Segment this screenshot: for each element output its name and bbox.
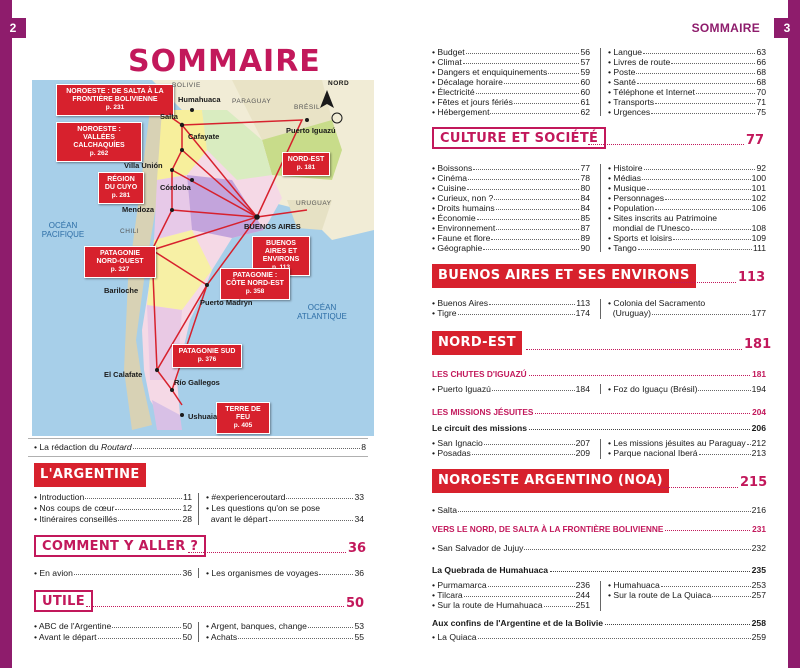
city-puerto-madryn: Puerto Madryn (200, 298, 253, 307)
section-buenos-leader (670, 282, 736, 283)
city-buenos-aires: BUENOS AIRES (244, 222, 301, 231)
toc-avion[interactable]: • En avion 36 (34, 568, 192, 578)
toc-salta[interactable]: • Salta 216 (432, 505, 766, 515)
toc-intro[interactable]: • Introduction 11 (34, 492, 192, 502)
page-number-left: 2 (0, 18, 26, 38)
rule-redaction (28, 438, 368, 439)
section-noa-page: 215 (740, 475, 768, 490)
map-label-cuyo: RÉGION DU CUYO p. 281 (98, 172, 144, 204)
toc-boissons[interactable]: • Boissons 77 (432, 163, 590, 173)
toc-ibera[interactable]: • Parque nacional Iberá 213 (608, 448, 766, 458)
toc-decalage[interactable]: • Décalage horaire 60 (432, 77, 590, 87)
map-label-noroeste-bolivie: NOROESTE : DE SALTA À LA FRONTIÈRE BOLIVIENNE p. 231 (56, 84, 174, 116)
section-culture-leader (588, 144, 744, 145)
toc-langue[interactable]: • Langue 63 (608, 47, 766, 57)
section-culture-page: 77 (746, 133, 765, 148)
toc-puerto-iguazu[interactable]: • Puerto Iguazú 184 (432, 384, 590, 394)
col-separator (600, 164, 601, 252)
toc-la-quiaca[interactable]: • La Quiaca 259 (432, 632, 766, 642)
page-number-right: 3 (774, 18, 800, 38)
map-label-cote-nord-est: PATAGONIE : CÔTE NORD-EST p. 358 (220, 268, 290, 300)
col-separator (600, 48, 601, 116)
toc-sante[interactable]: • Santé 68 (608, 77, 766, 87)
toc-electricite[interactable]: • Électricité 60 (432, 87, 590, 97)
toc-dangers[interactable]: • Dangers et enquiquinements 59 (432, 67, 590, 77)
toc-abc[interactable]: • ABC de l'Argentine 50 (34, 621, 192, 631)
section-noa[interactable]: NOROESTE ARGENTINO (NOA) (432, 469, 669, 493)
toc-livres[interactable]: • Livres de route 66 (608, 57, 766, 67)
city-el-calafate: El Calafate (104, 370, 143, 379)
country-bresil: BRÉSIL (294, 104, 321, 111)
toc-route-quiaca[interactable]: • Sur la route de La Quiaca 257 (608, 590, 766, 600)
country-paraguay: PARAGUAY (232, 98, 272, 105)
section-noa-leader (650, 487, 738, 488)
toc-urgences[interactable]: • Urgences 75 (608, 107, 766, 117)
ocean-atlantique: OCÉAN ATLANTIQUE (297, 303, 347, 321)
rule-after-redaction (28, 456, 368, 457)
toc-droits[interactable]: • Droits humains 84 (432, 203, 590, 213)
subsection-circuit[interactable]: Le circuit des missions 206 (432, 423, 766, 433)
toc-economie[interactable]: • Économie 85 (432, 213, 590, 223)
country-bolivie: BOLIVIE (172, 82, 201, 89)
toc-environnement[interactable]: • Environnement 87 (432, 223, 590, 233)
section-buenos-page: 113 (738, 270, 766, 285)
city-cafayate: Cafayate (188, 132, 220, 141)
toc-achats[interactable]: • Achats 55 (206, 632, 364, 642)
toc-avant-depart[interactable]: • Avant le départ 50 (34, 632, 192, 642)
section-comment[interactable]: COMMENT Y ALLER ? (34, 535, 206, 557)
col-separator (198, 493, 199, 525)
city-salta: Salta (160, 112, 178, 121)
toc-experience[interactable]: • #experienceroutard 33 (206, 492, 364, 502)
argentina-map (32, 80, 374, 436)
toc-curieux[interactable]: • Curieux, non ? 84 (432, 193, 590, 203)
toc-medias[interactable]: • Médias 100 (608, 173, 766, 183)
city-rio-gallegos: Río Gallegos (174, 378, 220, 387)
toc-tilcara[interactable]: • Tilcara 244 (432, 590, 590, 600)
city-cordoba: Córdoba (160, 183, 191, 192)
toc-avant-depart-q[interactable]: avant le départ 34 (210, 514, 364, 524)
toc-sites[interactable]: • Sites inscrits au Patrimoine (608, 213, 718, 223)
toc-redaction[interactable]: • La rédaction du Routard 8 (34, 442, 366, 452)
map-label-patagonie-sud: PATAGONIE SUD p. 376 (172, 344, 242, 368)
country-uruguay: URUGUAY (296, 200, 332, 207)
section-nordest-leader (526, 349, 742, 350)
map-label-terre-de-feu: TERRE DE FEU p. 405 (216, 402, 270, 434)
toc-purmamarca[interactable]: • Purmamarca 236 (432, 580, 590, 590)
toc-faune[interactable]: • Faune et flore 89 (432, 233, 590, 243)
toc-itineraires[interactable]: • Itinéraires conseillés 28 (34, 514, 192, 524)
toc-cinema[interactable]: • Cinéma 78 (432, 173, 590, 183)
toc-sports[interactable]: • Sports et loisirs 109 (608, 233, 766, 243)
toc-posadas[interactable]: • Posadas 209 (432, 448, 590, 458)
toc-tigre[interactable]: • Tigre 174 (432, 308, 590, 318)
col-separator (600, 384, 601, 394)
toc-tango[interactable]: • Tango 111 (608, 243, 766, 253)
section-utile-leader (86, 606, 344, 607)
map-label-patagonie-no: PATAGONIE NORD-OUEST p. 327 (84, 246, 156, 278)
toc-organismes[interactable]: • Les organismes de voyages 36 (206, 568, 364, 578)
left-page-edge (0, 0, 12, 668)
section-utile[interactable]: UTILE (34, 590, 93, 612)
toc-san-ignacio[interactable]: • San Ignacio 207 (432, 438, 590, 448)
toc-fetes[interactable]: • Fêtes et jours fériés 61 (432, 97, 590, 107)
subsection-confins[interactable]: Aux confins de l'Argentine et de la Bolivie 258 (432, 618, 766, 628)
toc-buenos-aires[interactable]: • Buenos Aires 113 (432, 298, 590, 308)
toc-argent[interactable]: • Argent, banques, change 53 (206, 621, 364, 631)
toc-questions[interactable]: • Les questions qu'on se pose (206, 503, 321, 513)
section-argentine[interactable]: L'ARGENTINE (34, 463, 146, 487)
city-ushuaia: Ushuaia (188, 412, 218, 421)
toc-cuisine[interactable]: • Cuisine 80 (432, 183, 590, 193)
toc-musique[interactable]: • Musique 101 (608, 183, 766, 193)
toc-population[interactable]: • Population 106 (608, 203, 766, 213)
toc-telephone[interactable]: • Téléphone et Internet 70 (608, 87, 766, 97)
ocean-pacifique: OCÉAN PACIFIQUE (41, 221, 85, 239)
toc-san-salvador[interactable]: • San Salvador de Jujuy 232 (432, 543, 766, 553)
toc-hebergement[interactable]: • Hébergement 62 (432, 107, 590, 117)
section-buenos-aires[interactable]: BUENOS AIRES ET SES ENVIRONS (432, 264, 696, 288)
toc-colonia[interactable]: • Colonia del Sacramento (608, 298, 706, 308)
col-separator (600, 299, 601, 319)
section-comment-leader (188, 552, 346, 553)
section-nord-est[interactable]: NORD-EST (432, 331, 522, 355)
country-chili: CHILI (120, 228, 140, 235)
subsection-vers-le-nord[interactable]: VERS LE NORD, DE SALTA À LA FRONTIÈRE BOLIVIENNE 231 (432, 524, 766, 534)
map-label-buenos-aires: BUENOS AIRES ET ENVIRONS (252, 236, 310, 276)
section-nordest-page: 181 (744, 337, 772, 352)
north-label: NORD (328, 80, 350, 87)
toc-unesco[interactable]: mondial de l'Unesco 108 (612, 223, 766, 233)
toc-uruguay[interactable]: (Uruguay) 177 (612, 308, 766, 318)
col-separator (198, 568, 199, 578)
toc-personnages[interactable]: • Personnages 102 (608, 193, 766, 203)
map-label-valles: NOROESTE : VALLÉES CALCHAQUÍES p. 262 (56, 122, 142, 162)
right-page-edge (788, 0, 800, 668)
toc-poste[interactable]: • Poste 68 (608, 67, 766, 77)
toc-missions-paraguay[interactable]: • Les missions jésuites au Paraguay 212 (608, 438, 766, 448)
toc-budget[interactable]: • Budget 56 (432, 47, 590, 57)
section-culture[interactable]: CULTURE ET SOCIÉTÉ (432, 127, 606, 149)
toc-climat[interactable]: • Climat 57 (432, 57, 590, 67)
subsection-missions[interactable]: LES MISSIONS JÉSUITES 204 (432, 407, 766, 417)
col-separator (600, 439, 601, 459)
left-page (28, 0, 378, 668)
toc-geographie[interactable]: • Géographie 90 (432, 243, 590, 253)
city-villa-union: Villa Unión (124, 161, 163, 170)
subsection-quebrada[interactable]: La Quebrada de Humahuaca 235 (432, 565, 766, 575)
city-puerto-iguazu: Puerto Iguazú (286, 126, 336, 135)
section-comment-page: 36 (348, 541, 367, 556)
col-separator (198, 622, 199, 642)
toc-humahuaca[interactable]: • Humahuaca 253 (608, 580, 766, 590)
patagonia-s-region (147, 305, 182, 380)
col-separator (600, 581, 601, 611)
city-mendoza: Mendoza (122, 205, 155, 214)
right-page (432, 0, 772, 668)
city-bariloche: Bariloche (104, 286, 139, 295)
toc-coups[interactable]: • Nos coups de cœur 12 (34, 503, 192, 513)
city-humahuaca: Humahuaca (178, 95, 221, 104)
section-utile-page: 50 (346, 596, 365, 611)
toc-histoire[interactable]: • Histoire 92 (608, 163, 766, 173)
routard-emphasis: Routard (101, 442, 132, 452)
subsection-chutes[interactable]: LES CHUTES D'IGUAZÚ 181 (432, 369, 766, 379)
running-head: SOMMAIRE (691, 21, 760, 35)
toc-foz[interactable]: • Foz do Iguaçu (Brésil) 194 (608, 384, 766, 394)
page-title: SOMMAIRE (128, 44, 321, 79)
map-label-nord-est: NORD-EST p. 181 (282, 152, 330, 176)
toc-route-humahuaca[interactable]: • Sur la route de Humahuaca 251 (432, 600, 590, 610)
toc-transports[interactable]: • Transports 71 (608, 97, 766, 107)
